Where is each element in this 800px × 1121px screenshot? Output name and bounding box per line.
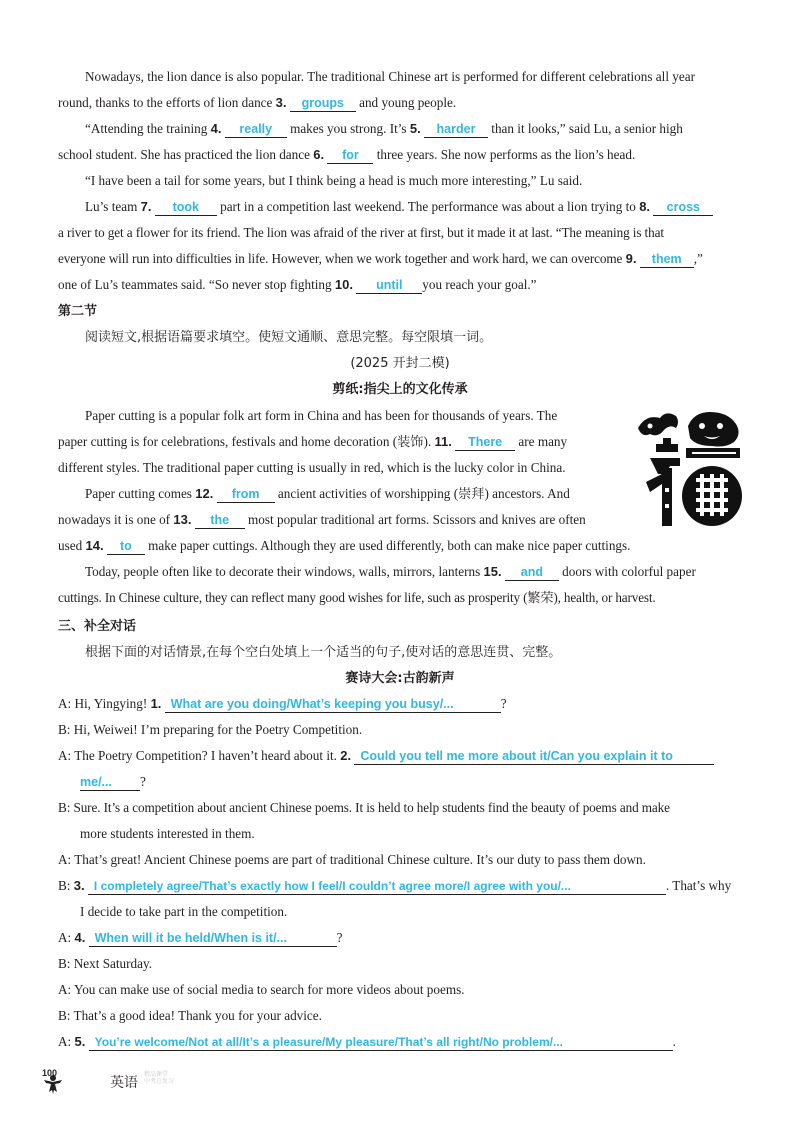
text-line: [58, 146, 760, 164]
answer-blank: to: [107, 538, 145, 555]
answer-blank: the: [195, 512, 245, 529]
text: B: Sure. It’s a competition about ancient Chinese poems. It is held to help students find the beauty of poems and make: [58, 800, 670, 815]
text: are many: [518, 434, 568, 449]
text: “Attending the training: [85, 121, 208, 136]
question-number: 12.: [195, 486, 214, 501]
text-line: [58, 224, 760, 242]
text: round, thanks to the efforts of lion dance: [58, 95, 273, 110]
question-number: 3.: [275, 95, 287, 110]
text-line: [58, 589, 760, 607]
dialogue-line: [58, 721, 760, 739]
fu-paper-cutting-image: [636, 408, 744, 530]
text: nowadays it is one of: [58, 512, 171, 527]
text-line: [58, 94, 760, 112]
text-line: [58, 537, 760, 555]
text: most popular traditional art forms. Scissors and knives are often: [248, 512, 586, 527]
question-number: 5.: [409, 121, 421, 136]
text: 三、补全对话: [58, 619, 137, 634]
text-line: [85, 563, 760, 581]
text: ,”: [693, 251, 703, 266]
text: 根据下面的对话情景,在每个空白处填上一个适当的句子,使对话的意思连贯、完整。: [85, 645, 562, 660]
question-number: 1.: [150, 696, 162, 711]
text: you reach your goal.”: [422, 277, 537, 292]
question-number: 5.: [74, 1034, 86, 1049]
text: Paper cutting is a popular folk art form in China and has been for thousands of years. The: [85, 408, 558, 423]
text: used: [58, 538, 83, 553]
dialogue-line: [58, 799, 760, 817]
text: everyone will run into difficulties in life. However, when we work together and work hard, we can overcome: [58, 251, 623, 266]
page-number: 100: [42, 1068, 58, 1078]
dialogue-line: [58, 747, 760, 765]
text: makes you strong. It’s: [290, 121, 407, 136]
series-faint-text: [144, 1071, 174, 1085]
text: ?: [140, 774, 146, 789]
answer-blank: Could you tell me more about it/Can you explain it to: [354, 748, 714, 765]
answer-blank: cross: [653, 199, 713, 216]
text: A:: [58, 1034, 72, 1049]
answer-blank: When will it be held/When is it/...: [89, 930, 337, 947]
text: ?: [500, 696, 507, 711]
text: a river to get a flower for its friend. The lion was afraid of the river at first, but it made it at last. “The meaning is that: [58, 225, 664, 240]
section-title: [58, 617, 760, 636]
text: 剪纸:指尖上的文化传承: [332, 382, 468, 397]
text: doors with colorful paper: [562, 564, 696, 579]
text: 阅读短文,根据语篇要求填空。使短文通顺、意思完整。每空限填一词。: [85, 330, 493, 345]
text: A: Hi, Yingying!: [58, 696, 148, 711]
answer-blank: took: [155, 199, 217, 216]
question-number: 7.: [140, 199, 152, 214]
text-line: [85, 407, 624, 425]
text: A: You can make use of social media to search for more videos about poems.: [58, 982, 465, 997]
question-number: 11.: [434, 434, 452, 449]
dialogue-line: [80, 773, 760, 791]
text: 精品课堂: [144, 1071, 169, 1078]
text-line: [58, 459, 624, 477]
source-note: [0, 354, 800, 373]
text-line: [85, 172, 760, 190]
answer-blank: and: [505, 564, 559, 581]
dialogue-line: [58, 1007, 760, 1025]
question-number: 13.: [173, 512, 192, 527]
answer-blank: You’re welcome/Not at all/It’s a pleasure/My pleasure/That’s all right/No problem/...: [89, 1034, 673, 1051]
dialogue-line: [58, 981, 760, 999]
text: one of Lu’s teammates said. “So never stop fighting: [58, 277, 332, 292]
text: 第二节: [58, 304, 98, 319]
page-footer: [40, 1068, 240, 1098]
question-number: 2.: [340, 748, 352, 763]
dialogue-line: [80, 903, 760, 921]
answer-blank: me/...: [80, 774, 140, 791]
subject-label: 英语: [110, 1075, 138, 1091]
answer-blank: harder: [424, 121, 488, 138]
question-number: 4.: [210, 121, 222, 136]
text-line: [58, 433, 624, 451]
text: “I have been a tail for some years, but I think being a head is much more interesting,” Lu said.: [85, 173, 583, 188]
text: B:: [58, 878, 71, 893]
dialogue-line: [58, 877, 760, 895]
text: B: That’s a good idea! Thank you for your advice.: [58, 1008, 322, 1023]
text: ancient activities of worshipping (崇拜) ancestors. And: [277, 486, 570, 501]
text: ?: [336, 930, 343, 945]
text-line: [58, 511, 624, 529]
answer-blank: for: [327, 147, 373, 164]
text: Today, people often like to decorate their windows, walls, mirrors, lanterns: [85, 564, 481, 579]
question-number: 9.: [625, 251, 637, 266]
text: Lu’s team: [85, 199, 138, 214]
text: part in a competition last weekend. The performance was about a lion trying to: [220, 199, 636, 214]
dialogue-line: [80, 825, 760, 843]
dialogue-line: [58, 851, 760, 869]
instruction: [85, 328, 760, 347]
text: A: That’s great! Ancient Chinese poems are part of traditional Chinese culture. It’s our duty to pass them down.: [58, 852, 646, 867]
text-line: [58, 250, 760, 268]
text: three years. She now performs as the lion’s head.: [376, 147, 636, 162]
section-title: [58, 302, 760, 321]
text: .: [672, 1034, 676, 1049]
text: and young people.: [359, 95, 457, 110]
text: more students interested in them.: [80, 826, 255, 841]
text: paper cutting is for celebrations, festivals and home decoration (装饰).: [58, 434, 432, 449]
text-line: [58, 276, 760, 294]
text: school student. She has practiced the lion dance: [58, 147, 310, 162]
text: make paper cuttings. Although they are used differently, both can make nice paper cuttings.: [148, 538, 631, 553]
dialogue-line: [58, 955, 760, 973]
question-number: 4.: [74, 930, 86, 945]
text: cuttings. In Chinese culture, they can reflect many good wishes for life, such as prosperity (繁荣), health, or harvest.: [58, 590, 656, 605]
question-number: 3.: [73, 878, 85, 893]
passage-heading: [0, 669, 800, 688]
text: Paper cutting comes: [85, 486, 192, 501]
dialogue-line: [58, 695, 760, 713]
question-number: 6.: [313, 147, 325, 162]
text: . That’s why: [665, 878, 732, 893]
text: I decide to take part in the competition.: [80, 904, 288, 919]
text-line: [85, 68, 760, 86]
text: B: Next Saturday.: [58, 956, 153, 971]
text-line: [85, 120, 760, 138]
answer-blank: There: [455, 434, 515, 451]
question-number: 14.: [85, 538, 104, 553]
text: 中考总复习: [144, 1078, 175, 1085]
question-number: 10.: [334, 277, 353, 292]
text: Nowadays, the lion dance is also popular. The traditional Chinese art is performed for different celebrations all year: [85, 69, 695, 84]
text: (2025 开封二模): [350, 356, 450, 371]
answer-blank: them: [640, 251, 694, 268]
answer-blank: I completely agree/That’s exactly how I feel/I couldn’t agree more/I agree with you/...: [88, 878, 666, 895]
passage-heading: [0, 380, 800, 399]
question-number: 15.: [483, 564, 502, 579]
dialogue-line: [58, 929, 760, 947]
text-line: [85, 198, 760, 216]
text: A:: [58, 930, 72, 945]
text: B: Hi, Weiwei! I’m preparing for the Poetry Competition.: [58, 722, 363, 737]
text: than it looks,” said Lu, a senior high: [491, 121, 683, 136]
answer-blank: groups: [290, 95, 356, 112]
text: 赛诗大会:古韵新声: [345, 671, 455, 686]
answer-blank: until: [356, 277, 422, 294]
text: A: The Poetry Competition? I haven’t heard about it.: [58, 748, 337, 763]
text: different styles. The traditional paper cutting is usually in red, which is the lucky color in China.: [58, 460, 566, 475]
dialogue-line: [58, 1033, 760, 1051]
instruction: [85, 643, 760, 662]
answer-blank: from: [217, 486, 275, 503]
question-number: 8.: [639, 199, 651, 214]
text-line: [85, 485, 624, 503]
answer-blank: What are you doing/What’s keeping you busy/...: [165, 696, 501, 713]
answer-blank: really: [225, 121, 287, 138]
